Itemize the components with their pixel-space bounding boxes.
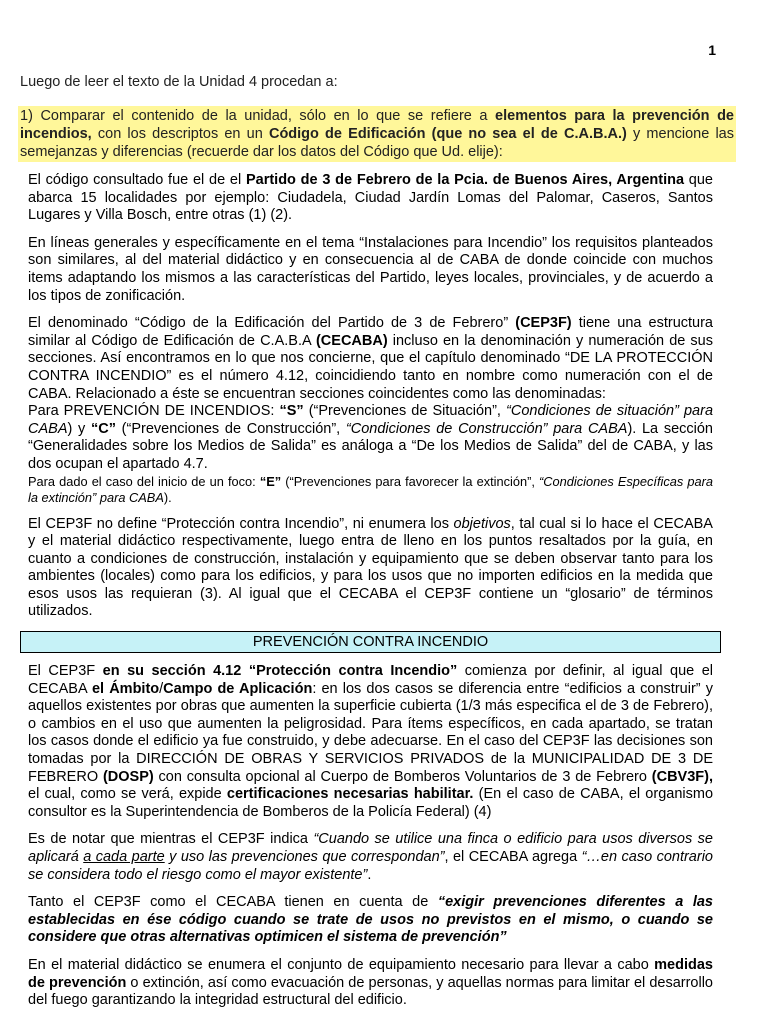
paragraph-9 [28,894,713,947]
paragraph-10 [28,957,713,1010]
text-run: ). La sección “Generalidades sobre los Medios de Salida” es análoga a “De los Medios de Salida” del de CABA, y las dos ocupan el apartado 4.7. [28,420,713,472]
bold-run: (CECABA) [315,332,388,349]
paragraph-3 [28,315,713,403]
text-run: y mencione las semejanzas y diferencias (recuerde dar los datos del Código que Ud. elije): [20,126,734,160]
text-run: o extinción, así como evacuación de personas, y aquellas normas para limitar el desarrollo del fuego garantizando la integridad estructural del edificio. [28,974,713,1009]
bold-run: (DOSP) [102,768,154,785]
text-run [206,663,214,679]
text-run: (“Prevenciones para favorecer la extinción”, [281,473,540,489]
text-run: (En el caso de CABA, el organismo consultor es la Superintendencia de Bomberos de la Policía Federal) (4) [28,786,714,820]
text-run: El código consultado fue el de el [28,172,246,188]
italic-run: “Condiciones de situación” para CABA [28,403,714,437]
bold-run: en su sección [102,663,206,680]
bold-run: 4.12 “Protección contra Incendio” [213,663,458,680]
paragraph-2: En líneas generales y específicamente en el tema “Instalaciones para Incendio” los requisitos planteados son similares, al del material didáctico y en consecuencia al de CABA de donde coincide con muchos items adaptando los mismos a las características del Partido, leyes locales, provinciales, y de acuerdo a los tipos de zonificación. [28,234,713,304]
paragraph-8 [28,831,713,884]
text-run: / [159,680,164,697]
paragraph-6 [28,516,713,622]
text-run: , tal cual si lo hace el CECABA y el material didáctico respectivamente, luego entra de lleno en los puntos resaltados por la guía, en cuanto a condiciones de construcción, instalación y equipamiento que se deben observar tanto para los ambientes (locales) como para los edificios, y para los usos que no importen edificios en la medida que esos usos las requieran (3). Al igual que el CECABA el CEP3F contiene un “glosario” de términos utilizados. [28,515,713,620]
text-run: con los descriptos en un [91,126,269,142]
text-run: El CEP3F no define “Protección contra Incendio”, ni enumera los [28,515,454,532]
bold-run: certificaciones necesarias habilitar. [226,786,474,803]
task-highlight [18,106,736,162]
intro-line: Luego de leer el texto de la Unidad 4 procedan a: [20,74,338,90]
text-run: , el CECABA agrega [444,849,582,865]
italic-run: “Cuando se utilice una finca o edificio para usos diversos se aplicará [28,831,713,865]
text-run: ) y [67,420,91,437]
text-run: el cual, como se verá, expide [28,786,227,803]
italic-run: y uso las prevenciones que correspondan” [164,849,445,865]
text-run: En el material didáctico se enumera el conjunto de equipamiento necesario para llevar a cabo [28,956,655,973]
text-run: (“Prevenciones de Situación”, [303,403,507,420]
underlined-italic-run: a cada parte [83,849,165,865]
text-run: ). [163,489,172,505]
text-run: tiene una estructura similar al Código de Edificación de C.A.B.A [28,315,713,349]
paragraph-7 [28,663,713,821]
text-run: Para PREVENCIÓN DE INCENDIOS: [28,403,280,420]
italic-run: “Condiciones Específicas para la extinción” para CABA [28,473,713,505]
text-run: incluso en la denominación y numeración de sus secciones. Así encontramos en lo que nos concierne, que el capítulo denominado “DE LA PROTECCIÓN CONTRA INCENDIO” es el número 4.12, coincidiendo tanto en nombre como numeración con el de CABA. Relacionado a éste se encuentran secciones coincidentes como las denominadas: [28,332,713,402]
bold-run: Código de Edificación (que no sea el de C.A.B.A.) [268,126,627,142]
page-number: 1 [708,42,716,58]
bold-run: “C” [90,420,116,437]
text-run: 1) Comparar el contenido de la unidad, sólo en lo que se refiere a [20,108,496,124]
paragraph-4 [28,403,713,473]
bold-run: (CBV3F), [651,768,714,785]
paragraph-5 [28,474,713,506]
bold-run: medidas de prevención [28,956,713,991]
italic-run: objetivos [453,515,511,532]
bold-run: “E” [259,473,282,489]
text-run: con consulta opcional al Cuerpo de Bomberos Voluntarios de 3 de Febrero [153,768,652,785]
paragraph-1 [28,172,713,225]
bold-run: elementos para la prevención de incendios, [20,108,734,142]
text-run: Para dado el caso del inicio de un foco: [28,473,260,489]
text-run: . [367,866,372,883]
italic-run: “Condiciones de Construcción” para CABA [345,420,628,437]
text-run: Tanto el CEP3F como el CECABA tienen en cuenta de [28,894,438,911]
text-run: Es de notar que mientras el CEP3F indica [28,831,314,848]
text-run: comienza por definir, al igual que el CECABA [28,663,714,697]
text-run: (“Prevenciones de Construcción”, [115,420,346,437]
section-heading: PREVENCIÓN CONTRA INCENDIO [20,631,721,653]
bold-run: Campo de Aplicación [163,680,313,697]
italic-run: “…en caso contrario se considera todo el riesgo como el mayor existente” [28,849,713,883]
text-run: El denominado “Código de la Edificación del Partido de 3 de Febrero” [28,315,516,332]
text-run: : en los dos casos se diferencia entre “edificios a construir” y aquellos existentes por obras que aumenten la superficie cubierta (1/3 más especifica el de 3 de Febrero), o cambios en el uso que aumenten la peligrosidad. Para ítems específicos, en cada apartado, se tratan los casos donde el edificio ya fue construido, y debe adecuarse. En el caso del CEP3F las decisiones son tomadas por la DIRECCIÓN DE OBRAS Y SERVICIOS PRIVADOS de la MUNICIPALIDAD DE 3 DE FEBRERO [28,680,713,785]
text-run: que abarca 15 localidades por ejemplo: Ciudadela, Ciudad Jardín Lomas del Palomar, Caseros, Santos Lugares y Villa Bosch, entre otras (1) (2). [28,172,713,224]
bold-run: “S” [279,403,304,420]
bold-run: Partido de 3 de Febrero de la Pcia. de Buenos Aires, Argentina [245,172,685,188]
bold-run: el Ámbito [91,680,160,697]
text-run: El CEP3F [28,663,103,680]
document-body [28,172,713,1020]
bold-italic-run: “exigir prevenciones diferentes a las establecidas en ése código cuando se trate de usos no previstos en el mismo, o cuando se considere que otras alternativas optimicen el sistema de prevención” [28,894,713,946]
bold-run: (CEP3F) [515,315,572,332]
